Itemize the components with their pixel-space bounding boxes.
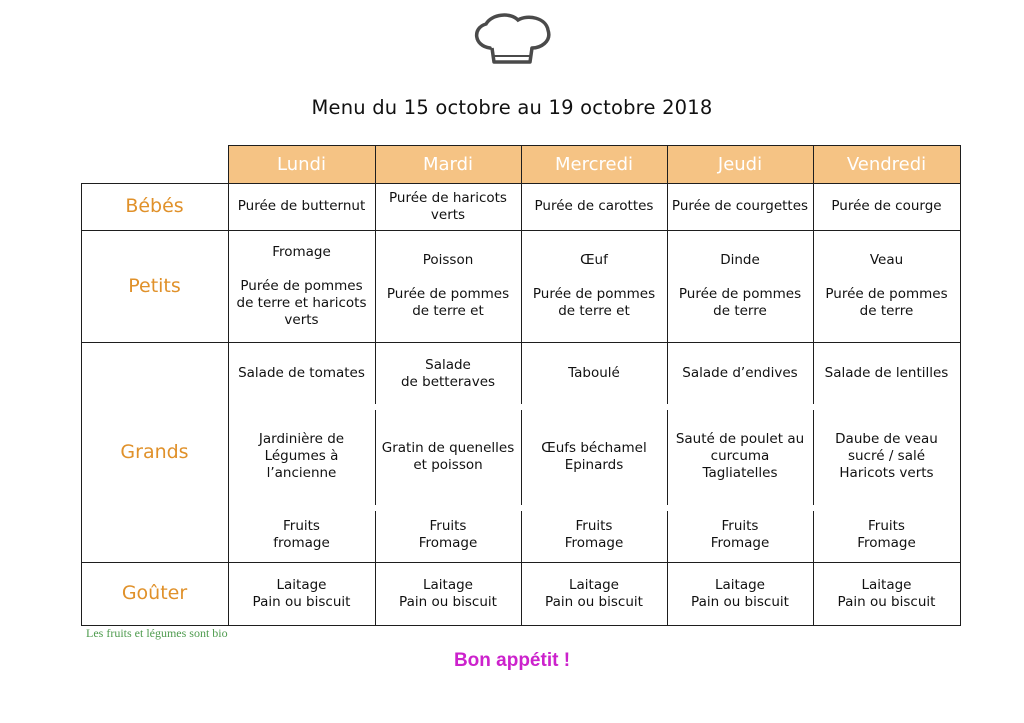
menu-cell-grands-plat-mercredi: Œufs béchamel Epinards xyxy=(541,439,647,473)
menu-cell-grands-plat-mardi: Gratin de quenelles et poisson xyxy=(381,439,515,473)
menu-cell-grands-plat-vendredi: Daube de veau sucré / salé Haricots verts xyxy=(835,431,938,481)
table-border xyxy=(228,145,961,146)
menu-cell-grands-entree-mercredi: Taboulé xyxy=(568,365,620,381)
menu-cell-grands-plat-jeudi: Sauté de poulet au curcuma Tagliatelles xyxy=(675,431,805,481)
menu-cell-grands-entree-vendredi: Salade de lentilles xyxy=(824,365,949,381)
category-gouter: Goûter xyxy=(121,582,188,604)
menu-cell-bebes-mercredi: Purée de carottes xyxy=(534,198,654,214)
menu-cell-grands-dessert-mercredi: Fruits Fromage xyxy=(564,518,624,551)
menu-cell-grands-entree-mardi: Salade de betteraves xyxy=(400,356,496,390)
table-border xyxy=(813,410,814,505)
table-border xyxy=(375,511,376,626)
category-bebes: Bébés xyxy=(125,195,184,217)
table-border xyxy=(521,145,522,343)
menu-cell-petits-jeudi: Dinde Purée de pommes de terre xyxy=(678,252,802,319)
table-border xyxy=(521,342,522,404)
page-title: Menu du 15 octobre au 19 octobre 2018 xyxy=(311,96,713,119)
menu-cell-grands-dessert-mardi: Fruits Fromage xyxy=(418,518,478,551)
table-border xyxy=(375,410,376,505)
table-border xyxy=(667,342,668,404)
menu-cell-gouter-mercredi: Laitage Pain ou biscuit xyxy=(545,576,643,610)
category-petits: Petits xyxy=(128,274,181,297)
menu-cell-bebes-mardi: Purée de haricots verts xyxy=(389,189,507,223)
table-border xyxy=(81,183,82,626)
menu-cell-grands-plat-lundi: Jardinière de Légumes à l’ancienne xyxy=(258,431,345,481)
table-border xyxy=(667,145,668,343)
table-border xyxy=(375,145,376,343)
closing-text: Bon appétit ! xyxy=(453,650,571,671)
day-header-jeudi: Jeudi xyxy=(667,145,813,183)
menu-cell-gouter-vendredi: Laitage Pain ou biscuit xyxy=(837,576,936,610)
menu-cell-petits-vendredi: Veau Purée de pommes de terre xyxy=(825,252,948,319)
table-border xyxy=(521,410,522,505)
menu-cell-bebes-lundi: Purée de butternut xyxy=(237,198,366,214)
menu-cell-grands-entree-lundi: Salade de tomates xyxy=(238,365,365,381)
table-border xyxy=(813,511,814,626)
menu-cell-bebes-vendredi: Purée de courge xyxy=(831,198,942,214)
table-border xyxy=(813,145,814,343)
table-border xyxy=(521,511,522,626)
organic-note: Les fruits et légumes sont bio xyxy=(86,626,228,640)
category-grands: Grands xyxy=(120,440,189,463)
menu-cell-petits-mardi: Poisson Purée de pommes de terre et xyxy=(386,252,510,319)
menu-cell-gouter-lundi: Laitage Pain ou biscuit xyxy=(252,576,351,610)
table-border xyxy=(667,410,668,505)
menu-cell-grands-entree-jeudi: Salade d’endives xyxy=(682,365,798,381)
menu-cell-petits-lundi: Fromage Purée de pommes de terre et haricots verts xyxy=(236,243,367,328)
table-border xyxy=(667,511,668,626)
table-border xyxy=(813,342,814,404)
menu-cell-gouter-jeudi: Laitage Pain ou biscuit xyxy=(691,576,789,610)
menu-cell-bebes-jeudi: Purée de courgettes xyxy=(671,198,809,214)
day-header-mercredi: Mercredi xyxy=(521,145,667,183)
table-border xyxy=(375,342,376,404)
day-header-mardi: Mardi xyxy=(375,145,521,183)
chef-hat-icon xyxy=(470,12,554,68)
table-border xyxy=(228,145,229,626)
day-header-lundi: Lundi xyxy=(228,145,375,183)
day-header-vendredi: Vendredi xyxy=(813,145,960,183)
menu-cell-petits-mercredi: Œuf Purée de pommes de terre et xyxy=(532,252,656,319)
menu-cell-grands-dessert-vendredi: Fruits Fromage xyxy=(857,518,916,551)
menu-cell-gouter-mardi: Laitage Pain ou biscuit xyxy=(399,576,497,610)
menu-cell-grands-dessert-jeudi: Fruits Fromage xyxy=(710,518,770,551)
table-border xyxy=(960,145,961,626)
menu-cell-grands-dessert-lundi: Fruits fromage xyxy=(273,518,330,551)
